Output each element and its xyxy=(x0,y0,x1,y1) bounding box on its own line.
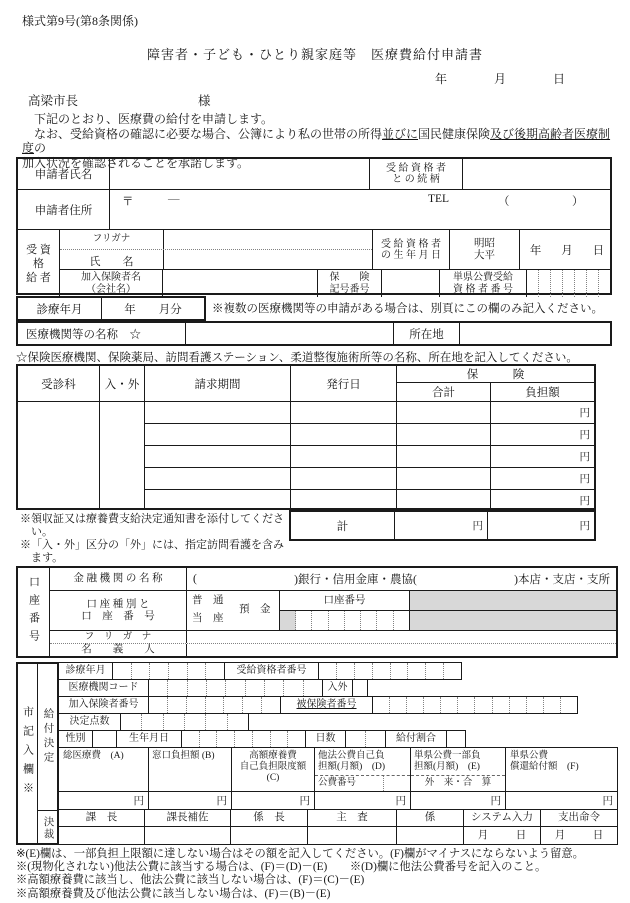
bank-name-label: 金 融 機 関 の 名 称 xyxy=(50,568,187,590)
relation-field[interactable] xyxy=(463,159,610,189)
footnote-line: ※高額療養費に該当し、他法公費に該当しない場合は、(F)＝(C)－(E) xyxy=(16,874,365,887)
decided-points-label: 決定点数 xyxy=(59,714,121,730)
underlined-narabini: 並びに xyxy=(382,126,419,141)
approval-header-row xyxy=(58,809,618,827)
copay-field[interactable]: 円 xyxy=(579,495,590,507)
period-header: 請求期間 xyxy=(145,366,291,401)
inout-column-field[interactable] xyxy=(100,402,145,510)
institution-code-field[interactable] xyxy=(149,680,323,696)
col-b-header: 窓口負担額 (B) xyxy=(149,748,232,791)
city-month-field[interactable] xyxy=(113,663,225,679)
recipient-side-label: 受 資 格 給 者 xyxy=(18,230,60,297)
intro-line-2: なお、受給資格の確認に必要な場合、公簿により私の世帯の所得並びに国民健康保険及び後期高齢者医療制度の xyxy=(22,126,611,156)
holder-furigana-label: フ リ ガ ナ xyxy=(50,631,187,643)
total-field[interactable] xyxy=(397,446,491,467)
applicant-name-row xyxy=(18,159,610,189)
issue-field[interactable] xyxy=(291,402,397,423)
total-field[interactable] xyxy=(397,490,491,510)
amount-d-field[interactable]: 円 xyxy=(315,792,411,809)
dept-column-field[interactable] xyxy=(18,402,100,510)
claims-row xyxy=(145,402,594,424)
col-f-header: 単県公費 償還給付額 (F) xyxy=(510,751,579,772)
bank-name-field[interactable]: ( )銀行・信用金庫・農協( )本店・支店・支所 xyxy=(193,573,610,586)
claims-total-box xyxy=(289,510,596,541)
amount-f-field[interactable]: 円 xyxy=(602,796,613,807)
footnote-line: ※高額療養費及び他法公費に該当しない場合は、(F)＝(B)－(E) xyxy=(16,887,331,900)
treatment-month-label: 診療年月 xyxy=(18,298,102,319)
intro-line-1: 下記のとおり、医療費の給付を申請します。 xyxy=(22,112,274,126)
institution-field[interactable] xyxy=(186,323,394,344)
bank-name-row xyxy=(50,568,616,590)
benefit-decision-label: 給付決定 xyxy=(38,664,57,811)
date-day-label: 日 xyxy=(552,72,565,86)
period-field[interactable] xyxy=(145,402,291,423)
applicant-name-label: 申請者氏名 xyxy=(18,159,110,189)
institution-label: 医療機関等の名称 ☆ xyxy=(18,323,186,344)
claims-table xyxy=(16,364,596,510)
city-birth-field[interactable] xyxy=(182,731,306,747)
gender-field[interactable] xyxy=(93,731,117,747)
footnotes xyxy=(16,848,628,901)
page-title: 障害者・子ども・ひとり親家庭等 医療費給付申請書 xyxy=(146,47,483,62)
amount-e-field[interactable]: 円 xyxy=(411,792,506,809)
recipient-birth-field[interactable]: 年 月 日 xyxy=(519,230,614,270)
tanken-number-field[interactable] xyxy=(527,270,610,297)
copay-field[interactable]: 円 xyxy=(579,430,590,441)
yokin-label: 預 金 xyxy=(239,604,271,615)
payment-order-date-field[interactable]: 月 日 xyxy=(554,829,604,841)
insured-person-no-label: 被保険者番号 xyxy=(281,697,373,713)
total-field[interactable] xyxy=(397,402,491,423)
city-recipient-no-field[interactable] xyxy=(319,663,461,679)
benefit-ratio-label: 給付割合 xyxy=(386,731,447,747)
insurance-number-field[interactable] xyxy=(382,270,440,297)
city-recipient-no-label: 受給資格者番号 xyxy=(225,663,319,679)
approval-label: 決裁 xyxy=(42,815,54,841)
date-year-label: 年 xyxy=(435,72,448,86)
recipient-name-label: 氏 名 xyxy=(89,256,134,268)
city-insurer-no-field[interactable] xyxy=(149,697,281,713)
holder-furigana-row xyxy=(50,630,616,644)
location-label: 所在地 xyxy=(394,323,460,344)
postal-dash: ― xyxy=(168,193,180,205)
approver-kachohosa: 課長補佐 xyxy=(145,810,231,826)
stamp-field[interactable] xyxy=(231,827,308,844)
bank-side-label: 口座番号 xyxy=(18,568,50,656)
applicant-name-field[interactable] xyxy=(110,159,370,189)
recipient-block xyxy=(18,229,610,297)
city-row-points xyxy=(58,713,249,731)
shaded-cell xyxy=(280,611,296,630)
insurance-total-header: 合計 xyxy=(397,383,491,401)
location-field[interactable] xyxy=(460,323,610,344)
city-inout-label: 入外 xyxy=(323,680,353,696)
days-label: 日数 xyxy=(306,731,346,747)
amount-c-field[interactable]: 円 xyxy=(232,792,315,809)
institution-code-label: 医療機関コード xyxy=(59,680,149,696)
bank-table xyxy=(16,566,618,658)
copay-field[interactable]: 円 xyxy=(579,452,590,463)
recipient-name-row xyxy=(60,230,610,269)
dept-header: 受診科 xyxy=(18,366,100,401)
sum-label: 計 xyxy=(291,512,395,539)
decided-points-field[interactable] xyxy=(121,714,248,730)
approver-shusa: 主 査 xyxy=(308,810,397,826)
system-input-header: システム入力 xyxy=(464,810,541,826)
applicant-address-label: 申請者住所 xyxy=(18,190,110,229)
insurer-field[interactable] xyxy=(163,270,318,297)
account-type-label: 口 座 種 別 と 口 座 番 号 xyxy=(50,591,187,630)
money-header-row xyxy=(58,747,618,792)
insurer-row xyxy=(60,269,610,297)
public-expense-no-field[interactable] xyxy=(356,776,410,791)
claims-notes: ※領収証又は療養費支給決定通知書を添付してくださ い。 ※「入・外」区分の「外」には、指定訪問看護を含み ます。 xyxy=(20,513,284,564)
issue-header: 発行日 xyxy=(291,366,397,401)
stamp-field[interactable] xyxy=(59,827,145,844)
city-block xyxy=(16,662,628,845)
sum-total-field[interactable]: 円 xyxy=(395,512,488,539)
deposit-type-options[interactable]: 普 通 当 座 預 金 xyxy=(187,591,280,630)
claims-header-row xyxy=(18,366,594,402)
stamp-field[interactable] xyxy=(308,827,397,844)
holder-field[interactable] xyxy=(187,644,616,656)
holder-label: 名 義 人 xyxy=(50,644,187,656)
holder-furigana-field[interactable] xyxy=(187,631,616,643)
insured-person-no-field[interactable] xyxy=(373,697,577,713)
furigana-label: フリガナ xyxy=(92,234,131,244)
tanken-number-label: 単県公費受給 資 格 者 番 号 xyxy=(440,270,527,297)
account-number-field[interactable] xyxy=(296,611,410,630)
account-number-header: 口座番号 xyxy=(280,591,410,610)
account-row xyxy=(50,590,616,630)
city-row-insurer-no xyxy=(58,696,578,714)
public-expense-no-label: 公費番号 xyxy=(318,778,357,788)
city-row-treatment-month xyxy=(58,662,462,680)
city-birth-label: 生年月日 xyxy=(117,731,182,747)
issue-field[interactable] xyxy=(291,468,397,489)
applicant-address-field[interactable] xyxy=(110,190,610,229)
applicant-address-row xyxy=(18,189,610,229)
insurer-label: 加入保険者名 （会社名） xyxy=(60,270,163,297)
city-month-label: 診療年月 xyxy=(59,663,113,679)
treatment-month-box xyxy=(16,296,206,321)
tel-paren-close: ） xyxy=(572,196,584,208)
approver-kacho: 課 長 xyxy=(59,810,145,826)
tel-paren-open: （ xyxy=(498,196,510,208)
city-row-institution-code xyxy=(58,679,368,697)
city-row-gender-birth xyxy=(58,730,466,748)
system-input-date-field[interactable]: 月 日 xyxy=(464,827,541,844)
intro-line-3: 加入状況を確認されることを承諾します。 xyxy=(22,155,250,170)
col-c-header: 高額療養費 自己負担限度額 (C) xyxy=(232,748,315,791)
date-month-label: 月 xyxy=(493,72,506,86)
insurance-header: 保 険 xyxy=(397,366,594,383)
days-field[interactable] xyxy=(346,731,386,747)
tel-label: TEL xyxy=(428,193,450,205)
col-e-header: 単県公費一部負 担額(月額) (E) 外 来・合 算 xyxy=(411,748,506,791)
issue-field[interactable] xyxy=(291,446,397,467)
city-inout-field[interactable] xyxy=(353,680,367,696)
benefit-ratio-field[interactable] xyxy=(447,731,465,747)
city-side-label: 市記入欄※ xyxy=(16,662,38,845)
claims-row xyxy=(145,424,594,446)
underlined-kouki: 及び後期高齢者医療制度 xyxy=(22,126,611,156)
total-field[interactable] xyxy=(397,424,491,445)
multiple-institutions-note: ※複数の医療機関等の申請がある場合は、別頁にこの欄のみ記入ください。 xyxy=(212,303,603,315)
claims-row xyxy=(145,490,594,510)
recipient-birth-label: 受 給 資 格 者 の 生 年 月 日 xyxy=(372,230,449,270)
shaded-cell xyxy=(410,591,616,610)
institution-box xyxy=(16,321,612,346)
treatment-month-field[interactable]: 年 月分 xyxy=(124,303,182,316)
issue-field[interactable] xyxy=(291,424,397,445)
money-value-row xyxy=(58,791,618,810)
date-line[interactable] xyxy=(425,70,575,87)
holder-row xyxy=(50,644,616,656)
postal-mark: 〒 xyxy=(122,196,134,208)
stamp-field[interactable] xyxy=(397,827,464,844)
col-a-header: 総医療費 (A) xyxy=(59,748,149,791)
shaded-cell xyxy=(410,611,616,630)
claims-body xyxy=(18,402,594,510)
insurance-copay-header: 負担額 xyxy=(525,387,560,399)
copay-field[interactable]: 円 xyxy=(579,408,590,419)
relation-label: 受 給 資 格 者 と の 続 柄 xyxy=(370,159,463,189)
city-insurer-no-label: 加入保険者番号 xyxy=(59,697,149,713)
outpatient-sum-label: 外 来・合 算 xyxy=(411,775,505,791)
footnote-line: ※(E)欄は、一部負担上限額に達しない場合はその額を記入してください。(F)欄がマイナスにならないよう留意。 xyxy=(16,848,584,860)
approval-stamp-row xyxy=(58,826,618,845)
era-options[interactable]: 明昭 大平 xyxy=(449,230,519,270)
applicant-table xyxy=(16,157,612,295)
amount-b-field[interactable]: 円 xyxy=(149,792,232,809)
recipient-name-field[interactable] xyxy=(163,230,372,270)
star-footnote: ☆保険医療機関、保険薬局、訪問看護ステーション、柔道整復施術所等の名称、所在地を記入してください。 xyxy=(16,352,578,364)
total-field[interactable] xyxy=(397,468,491,489)
insurance-number-label: 保 険 記号番号 xyxy=(318,270,382,297)
stamp-field[interactable] xyxy=(145,827,231,844)
copay-field[interactable]: 円 xyxy=(579,474,590,485)
col-d-header: 他法公費自己負 担額(月額) (D) 公費番号 xyxy=(315,748,411,791)
sum-copay-field[interactable]: 円 xyxy=(579,521,590,532)
payment-order-header: 支出命令 xyxy=(558,812,600,823)
period-field[interactable] xyxy=(145,490,291,510)
mayor-label: 高梁市長 xyxy=(28,94,79,108)
public-expense-no-row xyxy=(315,775,410,791)
approver-kakaricho: 係 長 xyxy=(231,810,308,826)
approver-kakari: 係 xyxy=(397,810,464,826)
issue-field[interactable] xyxy=(291,490,397,510)
honorific-label: 様 xyxy=(198,94,211,108)
period-field[interactable] xyxy=(145,424,291,445)
claims-row xyxy=(145,446,594,468)
footnote-line: ※(現物化されない)他法公費に該当する場合は、(F)＝(D)－(E) ※(D)欄に他法公費番号を記入のこと。 xyxy=(16,861,547,874)
gender-label: 性別 xyxy=(59,731,93,747)
inout-header: 入・外 xyxy=(100,366,145,401)
form-number: 様式第9号(第8条関係) xyxy=(22,14,138,28)
claims-row xyxy=(145,468,594,490)
period-field[interactable] xyxy=(145,446,291,467)
period-field[interactable] xyxy=(145,468,291,489)
amount-a-field[interactable]: 円 xyxy=(59,792,149,809)
